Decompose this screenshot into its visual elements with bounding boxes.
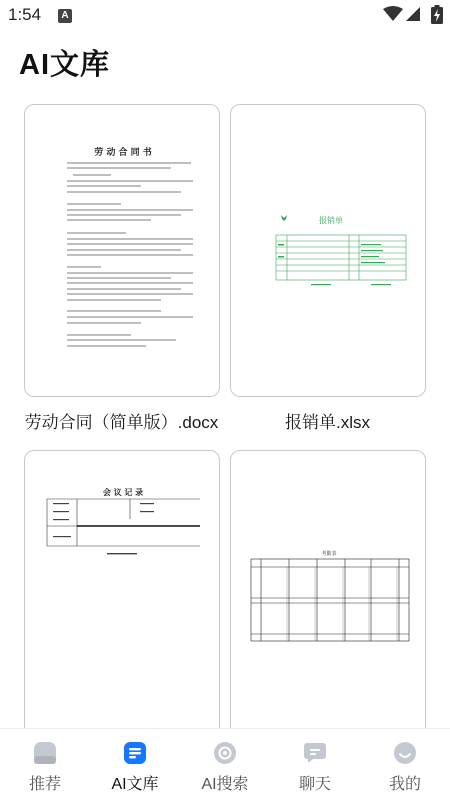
nav-item-ai-search[interactable]	[180, 729, 270, 800]
recommend-icon	[33, 741, 57, 765]
svg-text:劳 动 合 同 书: 劳 动 合 同 书	[94, 148, 152, 158]
document-card[interactable]	[24, 104, 220, 397]
nav-label: 推荐	[28, 776, 61, 793]
document-card[interactable]	[230, 450, 426, 750]
xlsx-thumbnail-icon	[231, 105, 426, 397]
document-card[interactable]	[24, 450, 220, 750]
svg-text:考勤表: 考勤表	[321, 551, 337, 557]
status-bar	[0, 0, 450, 32]
document-thumbnail	[31, 105, 215, 396]
bottom-nav	[0, 728, 450, 800]
spreadsheet-thumbnail-icon	[231, 451, 426, 750]
document-name[interactable]: 劳动合同（简单版）.docx	[24, 413, 219, 432]
ai-search-icon	[213, 741, 237, 765]
status-time: 1:54	[8, 5, 42, 24]
svg-text:报销单: 报销单	[319, 216, 343, 225]
meeting-notes-thumbnail-icon	[25, 451, 220, 750]
document-card[interactable]	[230, 104, 426, 397]
nav-item-profile[interactable]	[360, 729, 450, 800]
nav-label: 聊天	[298, 776, 331, 793]
library-icon	[123, 741, 147, 765]
svg-text:会 议 记 录: 会 议 记 录	[102, 488, 144, 497]
document-name[interactable]: 报销单.xlsx	[285, 413, 370, 432]
nav-label: 我的	[388, 776, 421, 793]
profile-icon	[393, 741, 417, 765]
nav-item-recommend[interactable]	[0, 729, 90, 800]
battery-icon	[431, 5, 443, 24]
nav-item-ai-library[interactable]	[90, 729, 180, 800]
nav-label: AI文库	[111, 776, 159, 793]
chat-icon	[303, 741, 327, 765]
signal-icon	[405, 6, 421, 22]
nav-item-chat[interactable]	[270, 729, 360, 800]
wifi-icon	[383, 6, 403, 22]
notification-badge: A	[58, 9, 72, 23]
nav-label: AI搜索	[201, 776, 249, 793]
docx-thumbnail-icon	[31, 105, 215, 396]
page-title: AI文库	[19, 49, 111, 81]
